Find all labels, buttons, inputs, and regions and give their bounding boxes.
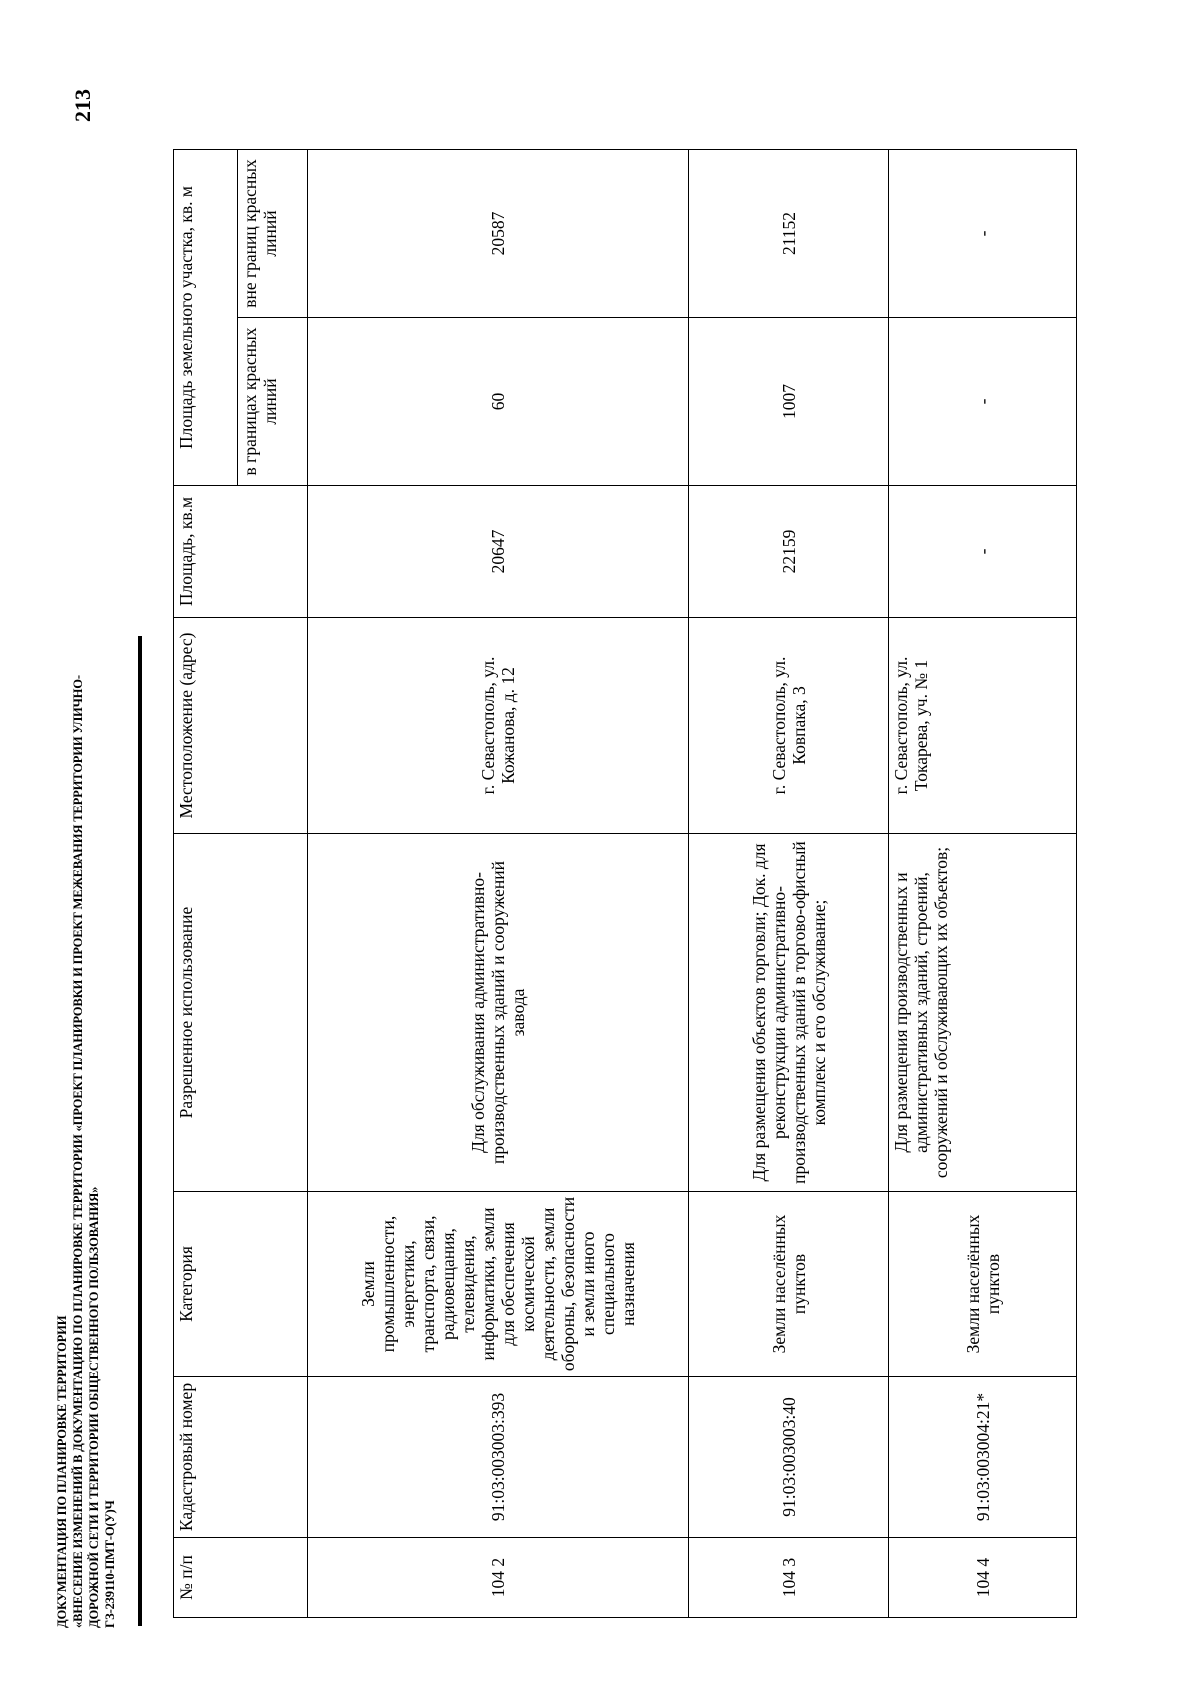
cell-area: 20647 <box>308 486 689 618</box>
table-row <box>889 149 1077 1617</box>
header-line-3: ДОРОЖНОЙ СЕТИ И ТЕРРИТОРИИ ОБЩЕСТВЕННОГО ПОЛЬЗОВАНИЯ» <box>87 1186 101 1628</box>
header-line-1: ДОКУМЕНТАЦИЯ ПО ПЛАНИРОВКЕ ТЕРРИТОРИИ <box>55 1315 69 1628</box>
header-underline <box>138 636 142 1626</box>
header-inside: в границах красных линий <box>238 318 308 486</box>
cell-num: 104 4 <box>889 1538 1077 1618</box>
cell-inside: 60 <box>308 318 689 486</box>
cell-inside: 1007 <box>689 318 889 486</box>
land-plots-table-wrapper <box>173 150 1076 1618</box>
cell-outside: 20587 <box>308 149 689 317</box>
cell-num: 104 2 <box>308 1538 689 1618</box>
cell-location: г. Севастополь, ул. Токарева, уч. № 1 <box>889 618 1077 834</box>
land-plots-table <box>173 149 1077 1618</box>
cell-num: 104 3 <box>689 1538 889 1618</box>
cell-category: Земли промышленности, энергетики, транспорта, связи, радиовещания, телевидения, информатики, земли для обеспечения космической деятельности, земли обороны, безопасности и земли иного специального назначения <box>308 1192 689 1377</box>
cell-outside: 21152 <box>689 149 889 317</box>
page-number: 213 <box>70 89 95 122</box>
cell-use: Для обслуживания административно-производственных зданий и сооружений завода <box>308 834 689 1192</box>
cell-cadastral: 91:03:003004:21* <box>889 1377 1077 1538</box>
cell-location: г. Севастополь, ул. Ковпака, 3 <box>689 618 889 834</box>
cell-use: Для размещения объектов торговли; Док. для реконструкции административно-производственных зданий в торгово-офисный комплекс и его обслуживание; <box>689 834 889 1192</box>
cell-cadastral: 91:03:003003:393 <box>308 1377 689 1538</box>
header-use: Разрешенное использование <box>174 834 308 1192</box>
cell-category: Земли населённых пунктов <box>889 1192 1077 1377</box>
header-area-group: Площадь земельного участка, кв. м <box>174 149 238 485</box>
document-header <box>54 578 118 1628</box>
table-row <box>308 149 689 1617</box>
header-outside: вне границ красных линий <box>238 149 308 317</box>
cell-use: Для размещения производственных и административных зданий, строений, сооружений и обслуживающих их объектов; <box>889 834 1077 1192</box>
header-line-2: «ВНЕСЕНИЕ ИЗМЕНЕНИЙ В ДОКУМЕНТАЦИЮ ПО ПЛАНИРОВКЕ ТЕРРИТОРИИ «ПРОЕКТ ПЛАНИРОВКИ И ПРОЕКТ МЕЖЕВАНИЯ ТЕРРИТОРИИ УЛИЧНО- <box>71 675 85 1628</box>
table-row <box>689 149 889 1617</box>
header-category: Категория <box>174 1192 308 1377</box>
cell-cadastral: 91:03:003003:40 <box>689 1377 889 1538</box>
header-line-4: ГЗ-239110-ПМТ-О(У)Ч <box>103 1500 117 1628</box>
header-cadastral: Кадастровый номер <box>174 1377 308 1538</box>
header-location: Местоположение (адрес) <box>174 618 308 834</box>
cell-location: г. Севастополь, ул. Кожанова, д. 12 <box>308 618 689 834</box>
cell-area: - <box>889 486 1077 618</box>
header-num: № п/п <box>174 1538 308 1618</box>
header-area: Площадь, кв.м <box>174 486 308 618</box>
cell-inside: - <box>889 318 1077 486</box>
cell-category: Земли населённых пунктов <box>689 1192 889 1377</box>
cell-outside: - <box>889 149 1077 317</box>
cell-area: 22159 <box>689 486 889 618</box>
